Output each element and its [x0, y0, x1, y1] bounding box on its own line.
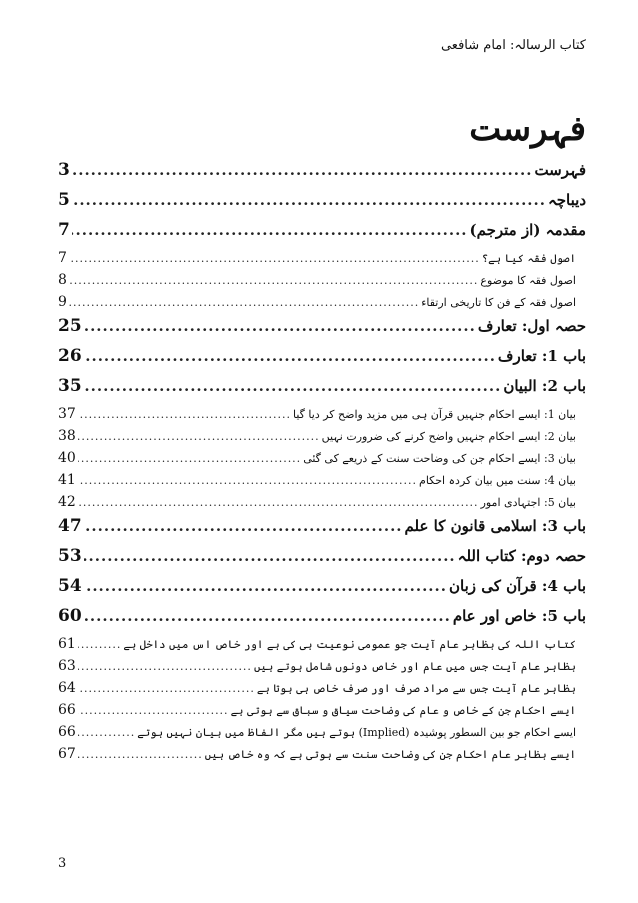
- toc-entry[interactable]: [58, 516, 586, 546]
- toc-entry-label: بیان 2: ایسے احکام جنہیں واضح کرنے کی ضرورت نہیں: [321, 430, 576, 443]
- toc-leader-dots: [78, 638, 122, 651]
- toc-leader-dots: [84, 607, 451, 625]
- toc-entry-page: 41: [58, 472, 76, 488]
- toc-entry[interactable]: [58, 658, 586, 680]
- toc-entry[interactable]: [58, 316, 586, 346]
- toc-entry-page: 38: [58, 428, 76, 444]
- toc-entry-page: 3: [58, 160, 70, 180]
- page-number: 3: [58, 856, 67, 871]
- toc-entry-page: 63: [58, 658, 76, 674]
- toc-leader-dots: [72, 221, 468, 239]
- toc-leader-dots: [84, 377, 502, 395]
- toc-entry[interactable]: [58, 546, 586, 576]
- toc-leader-dots: [69, 296, 419, 309]
- toc-entry[interactable]: [58, 376, 586, 406]
- toc-leader-dots: [78, 430, 320, 443]
- toc-leader-dots: [78, 496, 479, 509]
- toc-entry-page: 67: [58, 746, 76, 762]
- toc-entry[interactable]: [58, 450, 586, 472]
- toc-entry-page: 26: [58, 346, 82, 366]
- toc-entry-label: ایسے احکام جو بین السطور پوشیدہ (Implied) ہوتے ہیں مگر الفاظ میں بیان نہیں ہوتے: [137, 726, 576, 739]
- toc-entry-label: اصول فقہ کیا ہے؟: [481, 252, 576, 265]
- toc-entry-label: اصول فقہ کا موضوع: [480, 274, 576, 287]
- toc-entry-label: دیباچہ: [547, 191, 586, 209]
- toc-leader-dots: [78, 726, 135, 739]
- toc-leader-dots: [72, 161, 533, 179]
- toc-leader-dots: [84, 517, 403, 535]
- toc-entry[interactable]: [58, 428, 586, 450]
- toc-entry[interactable]: [58, 220, 586, 250]
- toc-leader-dots: [84, 547, 456, 565]
- toc-entry-label: حصہ دوم: کتاب اللہ: [457, 547, 586, 565]
- toc-entry-page: 7: [58, 220, 70, 240]
- toc-entry-label: بظاہر عام آیت جس میں عام اور خاص دونوں شامل ہوتے ہیں: [253, 660, 576, 673]
- toc-entry-label: بیان 5: اجتہادی امور: [480, 496, 576, 509]
- toc-entry-label: ایسے احکام جن کے خاص و عام کی وضاحت سیاق و سباق سے ہوتی ہے: [230, 704, 576, 717]
- toc-entry-label: بیان 4: سنت میں بیان کردہ احکام: [419, 474, 576, 487]
- toc-entry-label: باب 2: البیان: [503, 377, 586, 395]
- toc-entry-page: 61: [58, 636, 76, 652]
- toc-entry-page: 8: [58, 272, 67, 288]
- toc-entry[interactable]: [58, 746, 586, 768]
- toc-entry[interactable]: [58, 406, 586, 428]
- toc-entry-label: اصول فقہ کے فن کا تاریخی ارتقاء: [421, 296, 576, 309]
- toc-entry[interactable]: [58, 294, 586, 316]
- toc-entry-label: مقدمہ (از مترجم): [469, 221, 586, 239]
- toc-entry-page: 66: [58, 702, 76, 718]
- toc-leader-dots: [78, 748, 203, 761]
- toc-entry[interactable]: [58, 680, 586, 702]
- toc-entry[interactable]: [58, 606, 586, 636]
- toc-entry-page: 7: [58, 250, 67, 266]
- toc-leader-dots: [69, 274, 478, 287]
- toc-entry-page: 37: [58, 406, 76, 422]
- toc-entry-label: بیان 1: ایسے احکام جنہیں قرآن ہی میں مزید واضح کر دیا گیا: [293, 408, 576, 421]
- toc-leader-dots: [78, 682, 255, 695]
- toc-entry-page: 54: [58, 576, 82, 596]
- toc-entry-label: بیان 3: ایسے احکام جن کی وضاحت سنت کے ذریعے کی گئی: [303, 452, 576, 465]
- toc-entry[interactable]: [58, 346, 586, 376]
- toc-entry-label: حصہ اول: تعارف: [477, 317, 586, 335]
- toc-entry-label: باب 1: تعارف: [497, 347, 586, 365]
- toc-leader-dots: [78, 474, 417, 487]
- toc-entry-page: 35: [58, 376, 82, 396]
- toc-entry-label: فہرست: [534, 161, 586, 179]
- toc-entry-page: 60: [58, 606, 82, 626]
- toc-entry-page: 66: [58, 724, 76, 740]
- toc-entry-page: 47: [58, 516, 82, 536]
- toc-leader-dots: [78, 660, 252, 673]
- toc-entry-page: 5: [58, 190, 70, 210]
- toc-leader-dots: [78, 452, 301, 465]
- toc-entry-page: 9: [58, 294, 67, 310]
- toc-entry-label: ایسے بظاہر عام احکام جن کی وضاحت سنت سے ہوتی ہے کہ وہ خاص ہیں: [204, 748, 576, 761]
- page-title: فہرست: [469, 109, 586, 149]
- toc-entry[interactable]: [58, 702, 586, 724]
- toc-leader-dots: [84, 347, 496, 365]
- toc-entry-page: 25: [58, 316, 82, 336]
- toc-entry[interactable]: [58, 724, 586, 746]
- running-header: کتاب الرسالہ: امام شافعی: [440, 38, 586, 53]
- toc-entry-page: 40: [58, 450, 76, 466]
- toc-entry-label: باب 5: خاص اور عام: [452, 607, 586, 625]
- toc-entry-label: کتاب اللہ کی بظاہر عام آیت جو عمومی نوعیت ہی کی ہے اور خاص اس میں داخل ہے: [123, 638, 576, 651]
- toc-entry[interactable]: [58, 272, 586, 294]
- toc-entry-page: 53: [58, 546, 82, 566]
- toc-entry-label: باب 3: اسلامی قانون کا علم: [404, 517, 586, 535]
- toc-entry-page: 64: [58, 680, 76, 696]
- toc-leader-dots: [78, 704, 229, 717]
- toc-entry[interactable]: [58, 494, 586, 516]
- toc-entry[interactable]: [58, 160, 586, 190]
- toc-leader-dots: [72, 191, 546, 209]
- toc-entry-page: 42: [58, 494, 76, 510]
- toc-leader-dots: [69, 252, 480, 265]
- toc-entry[interactable]: [58, 636, 586, 658]
- toc-entry[interactable]: [58, 190, 586, 220]
- toc-leader-dots: [78, 408, 291, 421]
- toc-leader-dots: [84, 317, 476, 335]
- toc-entry-label: بظاہر عام آیت جس سے مراد صرف اور صرف خاص ہی ہوتا ہے: [256, 682, 576, 695]
- toc-entry[interactable]: [58, 576, 586, 606]
- table-of-contents: [58, 160, 586, 768]
- toc-leader-dots: [84, 577, 447, 595]
- toc-entry-label: باب 4: قرآن کی زبان: [448, 577, 586, 595]
- toc-entry[interactable]: [58, 472, 586, 494]
- toc-entry[interactable]: [58, 250, 586, 272]
